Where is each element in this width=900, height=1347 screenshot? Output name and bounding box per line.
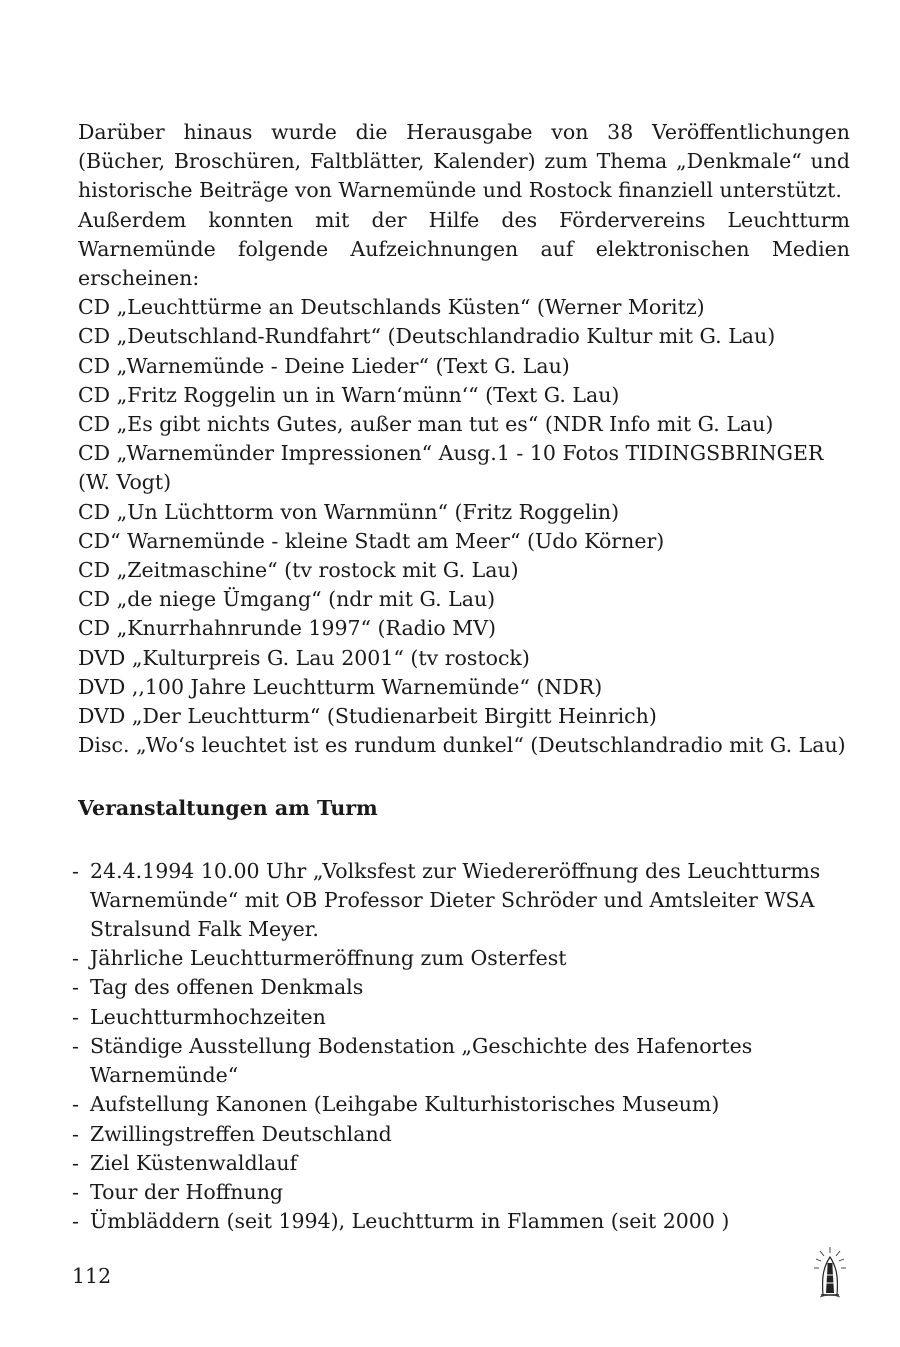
media-item: CD „Deutschland-Rundfahrt“ (Deutschlandradio Kultur mit G. Lau)	[78, 324, 776, 349]
event-item	[72, 944, 850, 973]
media-item: DVD „Der Leuchtturm“ (Studienarbeit Birgitt Heinrich)	[78, 704, 657, 729]
event-text: Zwillingstreffen Deutschland	[90, 1121, 392, 1146]
intro-section	[78, 118, 850, 293]
event-text: Jährliche Leuchtturmeröffnung zum Osterfest	[90, 946, 567, 971]
list-dash: -	[72, 1121, 79, 1146]
event-item	[72, 1003, 850, 1032]
intro-paragraph-2: Außerdem konnten mit der Hilfe des Fördervereins Leuchtturm Warnemünde folgende Aufzeichnungen auf elektronischen Medien erscheinen:	[78, 207, 850, 291]
media-item: CD „Es gibt nichts Gutes, außer man tut es“ (NDR Info mit G. Lau)	[78, 412, 774, 437]
event-item	[72, 1149, 850, 1178]
event-item	[72, 1090, 850, 1119]
intro-paragraph-1: Darüber hinaus wurde die Herausgabe von 38 Veröffentlichungen (Bücher, Broschüren, Faltblätter, Kalender) zum Thema „Denkmale“ und historische Beiträge von Warnemünde und Rostock finanziell unterstützt.	[78, 120, 850, 203]
list-dash: -	[72, 1150, 79, 1175]
media-item: DVD ,,100 Jahre Leuchtturm Warnemünde“ (NDR)	[78, 674, 603, 699]
events-list	[72, 857, 850, 1237]
media-item: CD „Warnemünder Impressionen“ Ausg.1 - 10 Fotos TIDINGSBRINGER (W. Vogt)	[78, 441, 824, 495]
event-text: Ümbläddern (seit 1994), Leuchtturm in Flammen (seit 2000 )	[90, 1209, 730, 1234]
event-text: Aufstellung Kanonen (Leihgabe Kulturhistorisches Museum)	[90, 1092, 720, 1117]
media-item: CD „de niege Ümgang“ (ndr mit G. Lau)	[78, 587, 496, 612]
list-dash: -	[72, 975, 79, 1000]
event-text: Tour der Hoffnung	[90, 1179, 284, 1204]
list-dash: -	[72, 858, 79, 883]
media-item: Disc. „Wo‘s leuchtet ist es rundum dunkel“ (Deutschlandradio mit G. Lau)	[78, 733, 846, 758]
event-item	[72, 1120, 850, 1149]
list-dash: -	[72, 1004, 79, 1029]
list-dash: -	[72, 1092, 79, 1117]
media-item: CD „Un Lüchttorm von Warnmünn“ (Fritz Roggelin)	[78, 499, 620, 524]
media-item: CD „Zeitmaschine“ (tv rostock mit G. Lau)	[78, 558, 519, 583]
event-item	[72, 857, 850, 945]
event-text: 24.4.1994 10.00 Uhr „Volksfest zur Wiedereröffnung des Leuchtturms Warnemünde“ mit OB Professor Dieter Schröder und Amtsleiter WSA Stralsund Falk Meyer.	[90, 858, 821, 942]
page-number: 112	[72, 1264, 112, 1288]
event-text: Tag des offenen Denkmals	[90, 975, 364, 1000]
event-text: Ziel Küstenwaldlauf	[90, 1150, 298, 1175]
event-text: Leuchtturmhochzeiten	[90, 1004, 326, 1029]
media-item: CD“ Warnemünde - kleine Stadt am Meer“ (Udo Körner)	[78, 528, 665, 553]
event-item	[72, 973, 850, 1002]
media-item: DVD „Kulturpreis G. Lau 2001“ (tv rostock)	[78, 645, 530, 670]
list-dash: -	[72, 1209, 79, 1234]
media-item: CD „Fritz Roggelin un in Warn‘münn‘“ (Text G. Lau)	[78, 382, 620, 407]
page-content	[72, 118, 850, 1236]
media-item: CD „Warnemünde - Deine Lieder“ (Text G. Lau)	[78, 353, 570, 378]
events-heading: Veranstaltungen am Turm	[78, 796, 378, 821]
event-item	[72, 1178, 850, 1207]
event-item	[72, 1207, 850, 1236]
media-list	[78, 293, 850, 760]
lighthouse-emblem-icon	[812, 1245, 848, 1299]
media-item: CD „Leuchttürme an Deutschlands Küsten“ (Werner Moritz)	[78, 295, 705, 320]
event-item	[72, 1032, 850, 1090]
event-text: Ständige Ausstellung Bodenstation „Geschichte des Hafenortes Warnemünde“	[90, 1033, 753, 1088]
list-dash: -	[72, 1179, 79, 1204]
media-item: CD „Knurrhahnrunde 1997“ (Radio MV)	[78, 616, 497, 641]
list-dash: -	[72, 946, 79, 971]
list-dash: -	[72, 1033, 79, 1058]
